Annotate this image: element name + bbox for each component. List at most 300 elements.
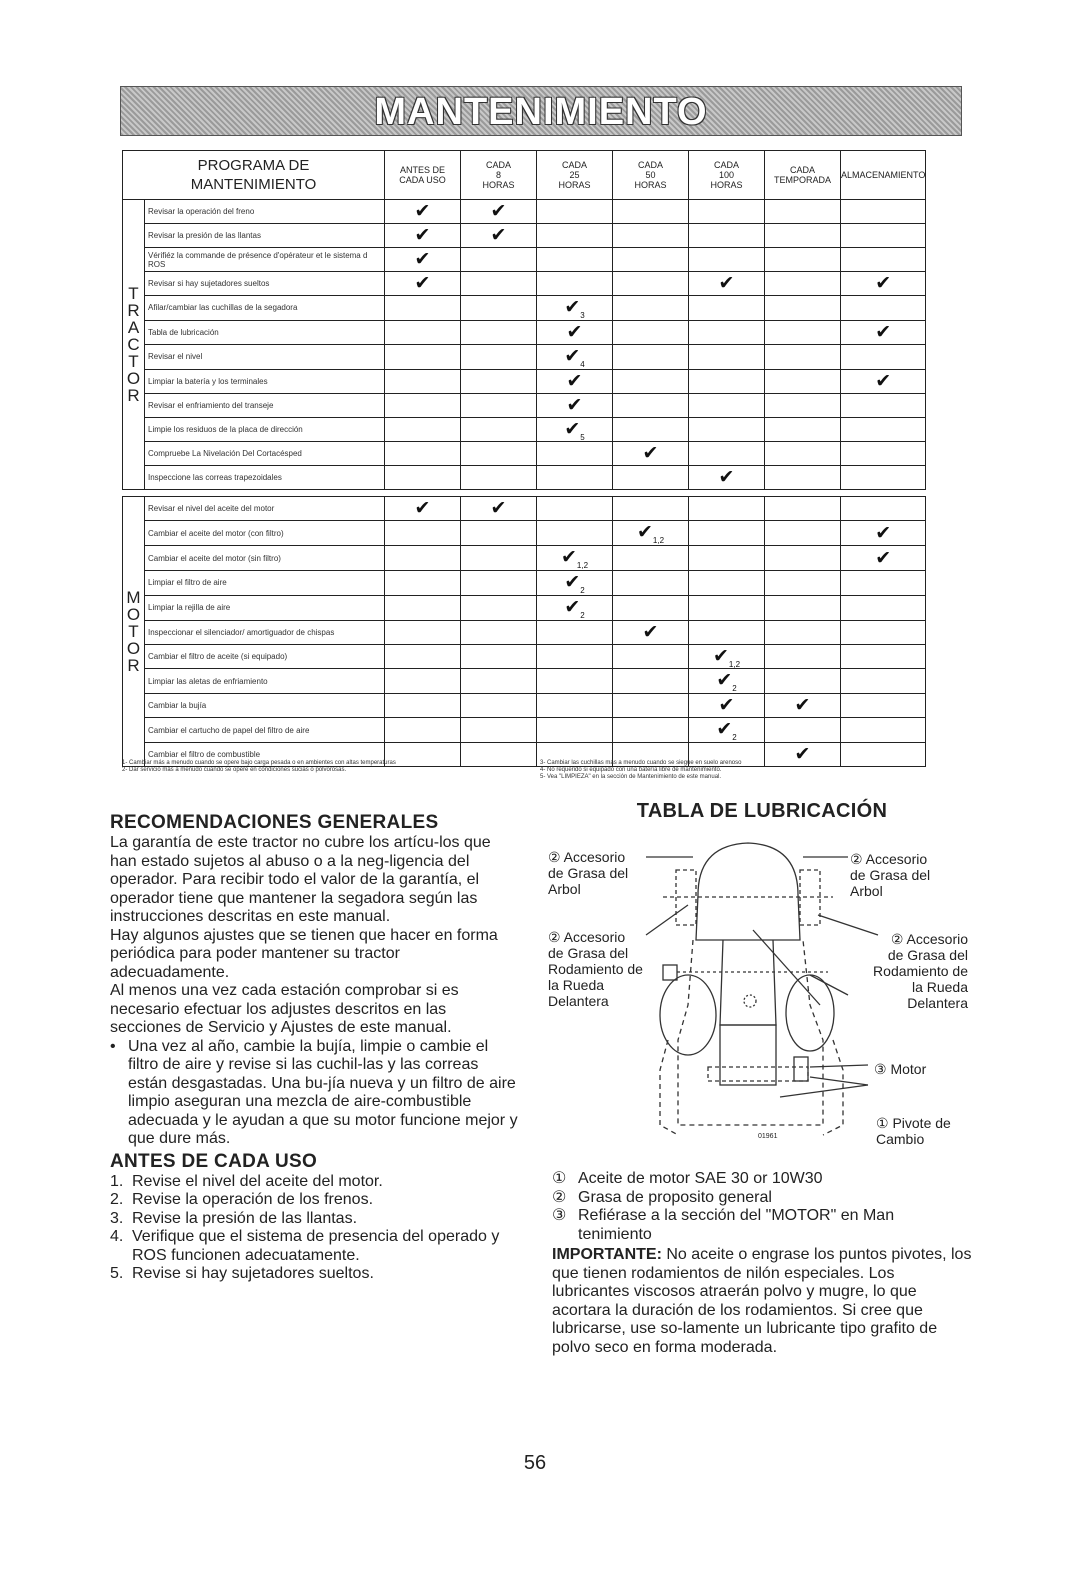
check-cell — [461, 442, 537, 466]
item-text: Revise si hay sujetadores sueltos. — [132, 1265, 374, 1282]
check-cell — [385, 669, 461, 694]
check-cell — [537, 466, 613, 490]
check-cell — [613, 546, 689, 571]
check-mark-icon: $✔_5$ — [564, 418, 585, 442]
recommendations-title: RECOMENDACIONES GENERALES — [110, 812, 439, 833]
check-cell — [537, 669, 613, 694]
task-cell: Cambiar el aceite del motor (con filtro) — [145, 521, 385, 546]
bullet-text: Una vez al año, cambie la bujía, limpie o cambie el filtro de aire y revise si las cuchil-las y las correas están desgastadas. Una bu-jía nueva y un filtro de aire limpio aseguran una mezcla de aire-combustible adecuada y le ayudan a que su motor funcione mejor y que dure más. — [128, 1037, 518, 1147]
frequency-header: CADA 50 HORAS — [613, 151, 689, 200]
task-cell: Cambiar el cartucho de papel del filtro de aire — [145, 718, 385, 743]
check-cell — [765, 466, 841, 490]
task-cell: Cambiar el filtro de aceite (si equipado) — [145, 644, 385, 669]
task-cell: Cambiar la bujía — [145, 694, 385, 718]
check-mark-icon: ✔ — [875, 370, 892, 392]
check-mark-icon: $✔_{1,2}$ — [560, 547, 589, 570]
legend-item — [552, 1189, 972, 1208]
legend-symbol: ① — [552, 1170, 567, 1187]
check-cell — [537, 644, 613, 669]
check-cell — [461, 248, 537, 272]
task-cell: Limpiar la batería y los terminales — [145, 369, 385, 393]
check-cell — [613, 369, 689, 393]
check-cell — [385, 466, 461, 490]
bullet-mark: • — [110, 1037, 116, 1055]
schedule-row — [123, 442, 926, 466]
schedule-row — [123, 497, 926, 521]
check-cell — [537, 248, 613, 272]
check-cell — [841, 224, 926, 248]
check-cell — [385, 718, 461, 743]
task-cell: Limpiar el filtro de aire — [145, 570, 385, 595]
check-cell — [689, 694, 765, 718]
check-cell — [841, 570, 926, 595]
check-cell — [613, 442, 689, 466]
check-cell — [537, 344, 613, 369]
check-cell — [385, 248, 461, 272]
check-mark-icon: $✔_{1,2}$ — [712, 645, 741, 669]
check-cell — [765, 521, 841, 546]
check-cell — [537, 546, 613, 571]
check-cell — [841, 644, 926, 669]
check-cell — [689, 497, 765, 521]
check-cell — [689, 442, 765, 466]
check-cell — [765, 546, 841, 571]
check-cell — [765, 497, 841, 521]
task-cell: Revisar el nivel del aceite del motor — [145, 497, 385, 521]
check-cell — [689, 296, 765, 321]
legend-item — [552, 1170, 972, 1189]
item-text: Revise el nivel del aceite del motor. — [132, 1172, 383, 1190]
check-cell — [689, 248, 765, 272]
check-cell — [537, 718, 613, 743]
check-cell — [765, 718, 841, 743]
check-mark-icon: $✔_4$ — [564, 345, 585, 369]
check-cell — [765, 296, 841, 321]
check-cell — [461, 620, 537, 644]
check-cell — [613, 224, 689, 248]
check-cell — [613, 694, 689, 718]
check-cell — [385, 497, 461, 521]
check-cell — [841, 546, 926, 571]
check-cell — [613, 320, 689, 344]
check-mark-icon: ✔ — [490, 498, 507, 520]
group-separator — [123, 490, 926, 497]
check-cell — [613, 570, 689, 595]
check-cell — [537, 320, 613, 344]
check-mark-icon: ✔ — [414, 249, 431, 270]
check-cell — [613, 417, 689, 442]
check-cell — [689, 224, 765, 248]
check-cell — [461, 466, 537, 490]
frequency-header: ANTES DE CADA USO — [385, 151, 461, 200]
check-cell — [841, 694, 926, 718]
check-mark-icon: ✔ — [875, 321, 892, 343]
check-cell — [385, 620, 461, 644]
check-cell — [385, 694, 461, 718]
check-cell — [613, 497, 689, 521]
program-header: PROGRAMA DE MANTENIMIENTO — [123, 151, 385, 200]
check-cell — [461, 644, 537, 669]
legend-item — [552, 1207, 972, 1244]
lubrication-legend — [552, 1170, 972, 1357]
check-cell — [765, 570, 841, 595]
important-note — [552, 1246, 972, 1357]
schedule-row — [123, 669, 926, 694]
check-cell — [841, 595, 926, 620]
check-cell — [765, 393, 841, 417]
check-mark-icon: ✔ — [794, 743, 811, 765]
check-cell — [765, 669, 841, 694]
check-mark-icon: ✔ — [414, 201, 431, 222]
check-cell — [385, 369, 461, 393]
check-cell — [385, 224, 461, 248]
task-cell: Vérifiéz la commande de présence d'opérateur et le sistema d ROS — [145, 248, 385, 272]
check-cell — [765, 694, 841, 718]
item-text: Revise la operación de los frenos. — [132, 1191, 374, 1208]
check-cell — [689, 344, 765, 369]
tractor-group-label — [123, 200, 145, 490]
check-mark-icon: ✔ — [414, 498, 431, 520]
check-cell — [461, 320, 537, 344]
check-cell — [765, 417, 841, 442]
check-mark-icon: ✔ — [718, 467, 735, 489]
check-cell — [385, 644, 461, 669]
check-cell — [689, 595, 765, 620]
schedule-row — [123, 369, 926, 393]
item-number: 5. — [110, 1265, 124, 1282]
item-number: 3. — [110, 1209, 124, 1227]
task-cell: Afilar/cambiar las cuchillas de la segadora — [145, 296, 385, 321]
check-cell — [841, 200, 926, 224]
before-use-item — [110, 1173, 520, 1192]
maintenance-schedule-table — [122, 150, 926, 767]
check-cell — [461, 200, 537, 224]
check-cell — [765, 620, 841, 644]
check-cell — [461, 417, 537, 442]
schedule-note: 3- Cambiar las cuchillas más a menudo cuando se siegue en suelo arenoso — [540, 760, 742, 766]
check-cell — [613, 272, 689, 296]
check-cell — [841, 344, 926, 369]
check-cell — [461, 521, 537, 546]
check-cell — [841, 669, 926, 694]
task-cell: Limpie los residuos de la placa de dirección — [145, 417, 385, 442]
check-cell — [841, 248, 926, 272]
check-mark-icon: $✔_{1,2}$ — [636, 522, 665, 546]
task-cell: Inspeccionar el silenciador/ amortiguador de chispas — [145, 620, 385, 644]
check-cell — [613, 521, 689, 546]
task-cell: Cambiar el filtro de combustible — [145, 742, 385, 766]
check-cell — [613, 393, 689, 417]
check-mark-icon: ✔ — [875, 547, 892, 569]
label-pivot: ① Pivote de Cambio — [876, 1115, 951, 1147]
schedule-row — [123, 644, 926, 669]
check-cell — [385, 320, 461, 344]
check-cell — [689, 521, 765, 546]
legend-symbol: ③ — [552, 1207, 567, 1224]
schedule-row — [123, 466, 926, 490]
check-mark-icon: $✔_2$ — [564, 571, 585, 595]
group-letter: O — [126, 639, 141, 659]
before-use-item — [110, 1265, 520, 1284]
lubrication-title-wrap — [552, 800, 972, 823]
check-cell — [841, 620, 926, 644]
check-cell — [537, 272, 613, 296]
check-cell — [613, 200, 689, 224]
check-cell — [841, 417, 926, 442]
check-cell — [385, 521, 461, 546]
label-shaft-grease-left: ② Accesorio de Grasa del Arbol — [548, 849, 629, 897]
check-cell — [689, 718, 765, 743]
group-letter: O — [126, 605, 141, 625]
legend-text: Refiérase a la sección del "MOTOR" en Man tenimiento — [578, 1207, 895, 1243]
check-mark-icon: ✔ — [566, 321, 583, 343]
schedule-row — [123, 296, 926, 321]
check-cell — [613, 644, 689, 669]
check-cell — [537, 224, 613, 248]
group-letter: T — [128, 622, 139, 642]
check-mark-icon: $✔_2$ — [716, 719, 737, 742]
check-cell — [537, 620, 613, 644]
check-cell — [689, 466, 765, 490]
recommendations-paragraph: Al menos una vez cada estación comprobar si es necesario efectuar los adjustes descritos en las secciones de Servicio y Ajustes de este manual. — [110, 982, 459, 1036]
check-cell — [689, 272, 765, 296]
check-cell — [841, 296, 926, 321]
check-cell — [765, 320, 841, 344]
lubricant-legend-list — [552, 1170, 972, 1244]
check-cell — [689, 369, 765, 393]
task-cell: Limpiar las aletas de enfriamiento — [145, 669, 385, 694]
task-cell: Inspeccione las correas trapezoidales — [145, 466, 385, 490]
legend-text: Grasa de proposito general — [578, 1188, 772, 1206]
check-cell — [841, 442, 926, 466]
before-each-use-title: ANTES DE CADA USO — [110, 1150, 318, 1172]
check-cell — [765, 644, 841, 669]
check-cell — [613, 620, 689, 644]
check-cell — [689, 669, 765, 694]
recommendations-paragraph: Hay algunos ajustes que se tienen que hacer en forma periódica para poder mantener su tractor adecuadamente. — [110, 926, 498, 981]
check-cell — [537, 200, 613, 224]
check-cell — [765, 200, 841, 224]
check-mark-icon: ✔ — [414, 225, 431, 246]
schedule-notes-right — [540, 760, 960, 781]
schedule-row — [123, 320, 926, 344]
label-wheel-bearing-left: ② Accesorio de Grasa del Rodamiento de la Rueda Delantera — [548, 929, 643, 1009]
schedule-row — [123, 393, 926, 417]
check-cell — [461, 369, 537, 393]
check-cell — [537, 369, 613, 393]
group-letter: R — [127, 386, 140, 406]
check-mark-icon: ✔ — [414, 273, 431, 294]
check-cell — [613, 344, 689, 369]
task-cell: Revisar el enfriamiento del transeje — [145, 393, 385, 417]
check-cell — [689, 620, 765, 644]
check-cell — [765, 224, 841, 248]
schedule-row — [123, 417, 926, 442]
check-cell — [461, 344, 537, 369]
group-letter: A — [127, 318, 140, 338]
label-wheel-bearing-right: ② Accesorio de Grasa del Rodamiento de la Rueda Delantera — [873, 931, 968, 1011]
check-cell — [461, 570, 537, 595]
label-shaft-grease-right: ② Accesorio de Grasa del Arbol — [850, 851, 931, 899]
schedule-row — [123, 200, 926, 224]
frequency-header: CADA 25 HORAS — [537, 151, 613, 200]
check-cell — [765, 344, 841, 369]
check-cell — [689, 320, 765, 344]
check-cell — [613, 248, 689, 272]
check-cell — [461, 595, 537, 620]
check-cell — [537, 393, 613, 417]
group-letter: T — [128, 284, 139, 304]
check-cell — [613, 718, 689, 743]
check-mark-icon: ✔ — [875, 522, 892, 544]
check-cell — [385, 296, 461, 321]
item-text: Revise la presión de las llantas. — [132, 1209, 358, 1227]
check-mark-icon: ✔ — [794, 695, 811, 717]
check-cell — [537, 694, 613, 718]
label-motor: ③ Motor — [874, 1061, 927, 1077]
check-cell — [613, 296, 689, 321]
check-cell — [765, 595, 841, 620]
check-cell — [385, 393, 461, 417]
separator-cell — [123, 490, 926, 497]
item-number: 4. — [110, 1228, 124, 1245]
check-cell — [765, 442, 841, 466]
frequency-header: CADA 8 HORAS — [461, 151, 537, 200]
before-each-use-list — [110, 1173, 520, 1284]
check-mark-icon: ✔ — [875, 273, 892, 294]
item-text: Verifique que el sistema de presencia del operado y ROS funcionen adecuatamente. — [132, 1228, 500, 1264]
check-cell — [689, 200, 765, 224]
schedule-note: 4- No requerido si equipado con una batería libre de mantenimiento. — [540, 767, 722, 773]
check-mark-icon: ✔ — [718, 695, 735, 717]
check-mark-icon: $✔_3$ — [564, 297, 585, 320]
check-cell — [841, 466, 926, 490]
check-cell — [841, 718, 926, 743]
before-use-item — [110, 1191, 520, 1210]
important-text: No aceite o engrase los puntos pivotes, los que tienen rodamientos de nilón especiales. Los lubricantes viscosos atraerán polvo y mugre, lo que acortara la duración de los rodamientos. Si cree que lubricarse, use so-lamente un lubricante tipo grafito de polvo seco en forma moderada. — [552, 1246, 972, 1356]
check-cell — [537, 296, 613, 321]
group-letter: R — [127, 301, 140, 321]
check-cell — [385, 272, 461, 296]
item-number: 2. — [110, 1191, 124, 1208]
check-mark-icon: ✔ — [490, 225, 507, 246]
check-cell — [841, 393, 926, 417]
recommendations-bullet — [110, 1038, 520, 1149]
check-cell — [461, 224, 537, 248]
schedule-row — [123, 620, 926, 644]
schedule-row — [123, 248, 926, 272]
schedule-row — [123, 224, 926, 248]
before-use-item — [110, 1210, 520, 1229]
check-cell — [841, 272, 926, 296]
motor-group-label — [123, 497, 145, 767]
task-cell: Tabla de lubricación — [145, 320, 385, 344]
check-mark-icon: $✔_2$ — [716, 670, 737, 694]
group-letter: M — [126, 588, 141, 608]
check-cell — [841, 320, 926, 344]
check-mark-icon: $✔_2$ — [564, 596, 585, 620]
check-cell — [689, 417, 765, 442]
task-cell: Revisar la presión de las llantas — [145, 224, 385, 248]
check-cell — [385, 344, 461, 369]
check-cell — [385, 546, 461, 571]
check-cell — [613, 595, 689, 620]
banner-title: MANTENIMIENTO — [374, 91, 708, 133]
task-cell: Compruebe La Nivelación Del Cortacésped — [145, 442, 385, 466]
check-cell — [461, 296, 537, 321]
lubrication-diagram — [548, 835, 978, 1165]
task-cell: Revisar la operación del freno — [145, 200, 385, 224]
schedule-note: 2- Dar servicio más a menudo cuando se opere en condiciones sucias o polvorosas. — [122, 767, 347, 773]
before-use-item — [110, 1228, 520, 1265]
frequency-header: ALMACENAMIENTO — [841, 151, 926, 200]
check-cell — [385, 570, 461, 595]
check-cell — [461, 694, 537, 718]
group-letter: T — [128, 352, 139, 372]
schedule-row — [123, 521, 926, 546]
check-cell — [841, 497, 926, 521]
check-cell — [537, 595, 613, 620]
check-cell — [689, 570, 765, 595]
group-letter: C — [127, 335, 140, 355]
schedule-row — [123, 570, 926, 595]
schedule-note: 1- Cambiar más a menudo cuando se opere bajo carga pesada o en ambientes con altas temperaturas — [122, 760, 396, 766]
task-cell: Limpiar la rejilla de aire — [145, 595, 385, 620]
check-cell — [537, 570, 613, 595]
check-cell — [765, 248, 841, 272]
schedule-notes-left — [122, 760, 532, 774]
schedule-row — [123, 595, 926, 620]
important-label: IMPORTANTE: — [552, 1246, 662, 1263]
schedule-row — [123, 718, 926, 743]
maintenance-banner — [120, 86, 962, 136]
page-number: 56 — [523, 1452, 547, 1474]
schedule-note: 5- Vea "LIMPIEZA" en la sección de Mantenimiento de este manual. — [540, 774, 722, 780]
check-cell — [689, 546, 765, 571]
check-cell — [385, 595, 461, 620]
legend-symbol: ② — [552, 1188, 567, 1206]
recommendations-paragraph: La garantía de este tractor no cubre los artícu-los que han estado sujetos al abuso o a la neg-ligencia del operador. Para recibir todo el valor de la garantía, el operador tiene que mantener la segadora según las instrucciones descritas en este manual. — [110, 834, 491, 925]
check-cell — [765, 369, 841, 393]
frequency-header: CADA TEMPORADA — [765, 151, 841, 200]
check-cell — [461, 669, 537, 694]
check-cell — [385, 417, 461, 442]
check-cell — [461, 272, 537, 296]
legend-text: Aceite de motor SAE 30 or 10W30 — [578, 1170, 823, 1187]
check-cell — [461, 497, 537, 521]
check-cell — [537, 417, 613, 442]
check-cell — [613, 466, 689, 490]
check-cell — [613, 669, 689, 694]
check-cell — [537, 497, 613, 521]
check-mark-icon: ✔ — [642, 443, 659, 465]
check-cell — [385, 442, 461, 466]
group-letter: R — [127, 656, 140, 676]
check-cell — [461, 546, 537, 571]
item-number: 1. — [110, 1172, 124, 1190]
task-cell: Revisar el nivel — [145, 344, 385, 369]
check-cell — [537, 521, 613, 546]
check-cell — [461, 393, 537, 417]
check-mark-icon: ✔ — [566, 394, 583, 416]
lubrication-title: TABLA DE LUBRICACIÓN — [636, 800, 888, 822]
check-cell — [537, 442, 613, 466]
schedule-row — [123, 272, 926, 296]
check-mark-icon: ✔ — [642, 621, 659, 643]
check-cell — [765, 272, 841, 296]
task-cell: Revisar si hay sujetadores sueltos — [145, 272, 385, 296]
figure-code: 01961 — [758, 1133, 778, 1140]
